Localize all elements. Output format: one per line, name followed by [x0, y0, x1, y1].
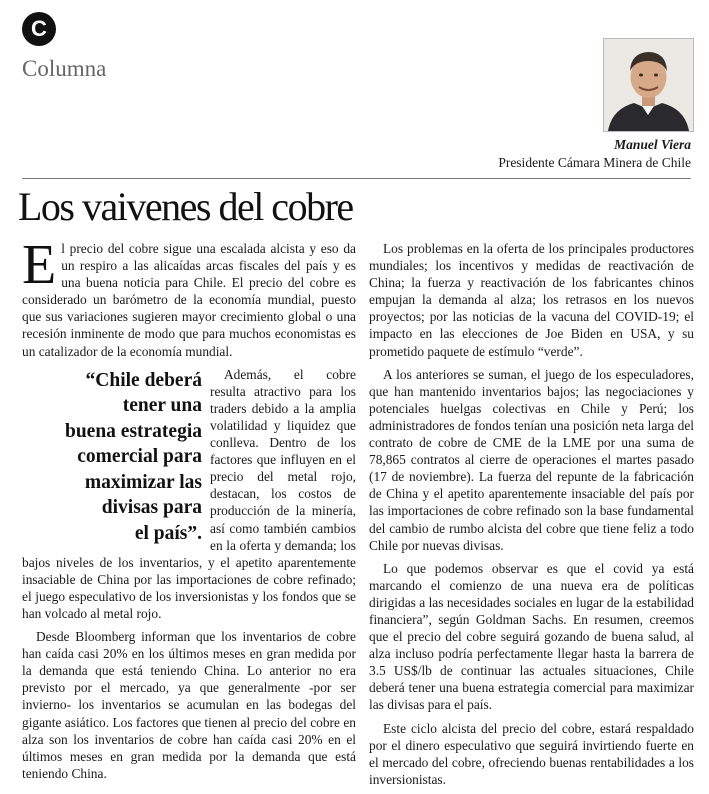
left-column [22, 234, 356, 788]
author-photo [603, 38, 694, 132]
section-label: Columna [22, 56, 107, 81]
pull-quote-line: maximizar las [84, 471, 202, 493]
column-badge: C [22, 12, 56, 46]
paragraph [22, 234, 356, 360]
pull-quote [22, 368, 202, 547]
pull-quote-line: el país”. [134, 522, 202, 544]
paragraph: Lo que podemos observar es que el covid ya está marcando el comienzo de una nueva era de políticas dirigidas a las necesidades sociales en lugar de la estabilidad financiera”, según Goldman Sachs. En resumen, creemos que el precio del cobre seguirá gozando de buena salud, al alza incluso podría perfectamente llegar hasta la barrera de 3.5 US$/lb de continuar las actuales situaciones, Chile deberá tener una buena estrategia comercial para maximizar las divisas para el país. [369, 560, 694, 713]
paragraph: Desde Bloomberg informan que los inventarios de cobre han caída casi 20% en los últimos meses en gran medida por la demanda que está teniendo China. Lo anterior no era previsto por el mercado, ya que generalmente -por ser invierno- los inventarios se acumulan en las bodegas del gigante asiático. Los factores que tienen al precio del cobre en alza son los inventarios de cobre han caída casi 20% en el últimos meses en gran medida por la demanda que está teniendo China. [22, 629, 356, 781]
paragraph: Los problemas en la oferta de los principales productores mundiales; los incentivos y medidas de reactivación de China; la fuerza y reactivación de los fabricantes chinos empujan la demanda al alza; los retrasos en los nuevos proyectos; por las noticias de la vacuna del COVID-19; el impacto en las elecciones de Joe Biden en USA, y su prometido paquete de estímulo “verde”. [369, 241, 694, 359]
author-portrait-icon [604, 39, 693, 131]
pull-quote-text [22, 368, 202, 547]
paragraph [22, 366, 356, 622]
pull-quote-line: “Chile deberá [85, 369, 202, 391]
pull-quote-line: buena estrategia [64, 420, 202, 442]
paragraph-text: l precio del cobre sigue una escalada alcista y eso da un respiro a las alicaídas arcas fiscales del país y es una buena noticia para Chile. El precio del cobre es considerado un barómetro de la economía mundial, puesto que sus variaciones sugieren mayor crecimiento global o una recesión inminente de modo que para muchos economistas es un catalizador de la economía mundial. [22, 241, 356, 359]
pull-quote-line: divisas para [101, 497, 202, 519]
article-headline: Los vaivenes del cobre [18, 184, 353, 229]
paragraph-text: Además, el cobre resulta atractivo para los traders debido a la amplia volatilidad y liquidez que conlleva. Dentro de los factores que influyen en el precio del metal rojo, destacan, los costos de producción de la minería, así como también cambios en la oferta y demanda; los bajos niveles de los inventarios, y el apetito aparentemente insaciable de China por las importaciones de cobre refinado; el juego especulativo de los inversionistas y los fondos que se han volcado al metal rojo. [22, 366, 356, 621]
dropcap: E [22, 234, 57, 296]
paragraph: Este ciclo alcista del precio del cobre, estará respaldado por el dinero especulativo que seguirá invirtiendo fuerte en el mercado del cobre, ofreciendo buenas rentabilidades a los inversionistas. [369, 720, 694, 787]
author-block [498, 136, 691, 172]
pull-quote-line: comercial para [77, 446, 202, 468]
header-divider [22, 178, 691, 179]
paragraph: A los anteriores se suman, el juego de los especuladores, que han mantenido inventarios bajos; las negociaciones y potenciales huelgas colectivas en Chile y Perú; los administradores de fondos tenían una posición neta larga del contrato de cobre de CME de la LME por una suma de 78,865 contratos al cierre de operaciones el martes pasado (17 de noviembre). La fuerza del repunte de la fabricación de China y el apetito aparentemente insaciable del país por las importaciones de cobre refinado son la base fundamental del cambio de rumbo alcista del cobre que tiene feliz a todo Chile por nuevas divisas. [369, 366, 694, 553]
author-title: Presidente Cámara Minera de Chile [498, 155, 691, 170]
author-name: Manuel Viera [614, 137, 691, 152]
pull-quote-line: tener una [122, 395, 202, 417]
right-column [369, 240, 694, 794]
